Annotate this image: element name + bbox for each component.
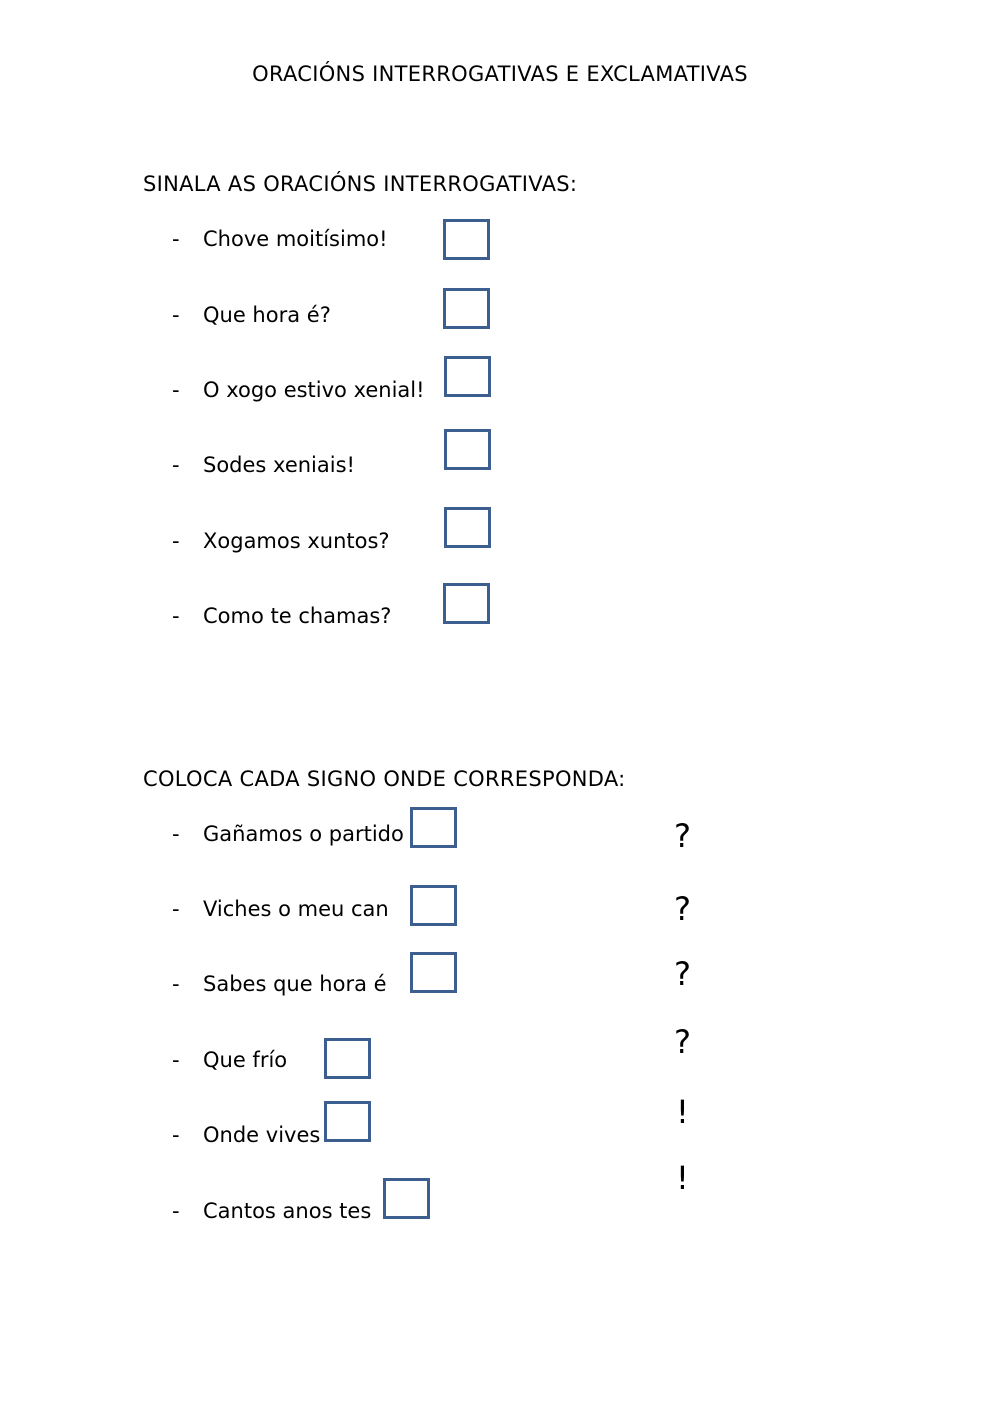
list-bullet: - (172, 822, 180, 846)
question-mark-sign[interactable]: ? (674, 955, 691, 993)
answer-checkbox[interactable] (444, 429, 491, 470)
list-bullet: - (172, 227, 180, 251)
question-mark-sign[interactable]: ? (674, 1023, 691, 1061)
list-bullet: - (172, 1199, 180, 1223)
answer-checkbox[interactable] (444, 356, 491, 397)
question-mark-sign[interactable]: ? (674, 890, 691, 928)
exclamation-mark-sign[interactable]: ! (676, 1093, 689, 1131)
list-bullet: - (172, 604, 180, 628)
page-title: ORACIÓNS INTERROGATIVAS E EXCLAMATIVAS (252, 62, 748, 86)
sentence-text: Chove moitísimo! (203, 227, 388, 251)
list-bullet: - (172, 1123, 180, 1147)
list-bullet: - (172, 303, 180, 327)
sentence-text: Que hora é? (203, 303, 331, 327)
sign-drop-box[interactable] (410, 807, 457, 848)
sign-drop-box[interactable] (324, 1101, 371, 1142)
list-bullet: - (172, 378, 180, 402)
sentence-text: Cantos anos tes (203, 1199, 372, 1223)
sign-drop-box[interactable] (410, 885, 457, 926)
answer-checkbox[interactable] (443, 583, 490, 624)
sentence-text: Xogamos xuntos? (203, 529, 390, 553)
answer-checkbox[interactable] (443, 288, 490, 329)
sentence-text: Sabes que hora é (203, 972, 387, 996)
list-bullet: - (172, 453, 180, 477)
list-bullet: - (172, 1048, 180, 1072)
sentence-text: Sodes xeniais! (203, 453, 355, 477)
section1-heading: SINALA AS ORACIÓNS INTERROGATIVAS: (143, 172, 578, 196)
sentence-text: Que frío (203, 1048, 288, 1072)
answer-checkbox[interactable] (444, 507, 491, 548)
sign-drop-box[interactable] (383, 1178, 430, 1219)
sign-drop-box[interactable] (410, 952, 457, 993)
list-bullet: - (172, 972, 180, 996)
sentence-text: O xogo estivo xenial! (203, 378, 425, 402)
sign-drop-box[interactable] (324, 1038, 371, 1079)
sentence-text: Como te chamas? (203, 604, 392, 628)
sentence-text: Viches o meu can (203, 897, 389, 921)
question-mark-sign[interactable]: ? (674, 817, 691, 855)
list-bullet: - (172, 529, 180, 553)
exclamation-mark-sign[interactable]: ! (676, 1159, 689, 1197)
sentence-text: Gañamos o partido (203, 822, 404, 846)
answer-checkbox[interactable] (443, 219, 490, 260)
section2-heading: COLOCA CADA SIGNO ONDE CORRESPONDA: (143, 767, 626, 791)
list-bullet: - (172, 897, 180, 921)
sentence-text: Onde vives (203, 1123, 321, 1147)
